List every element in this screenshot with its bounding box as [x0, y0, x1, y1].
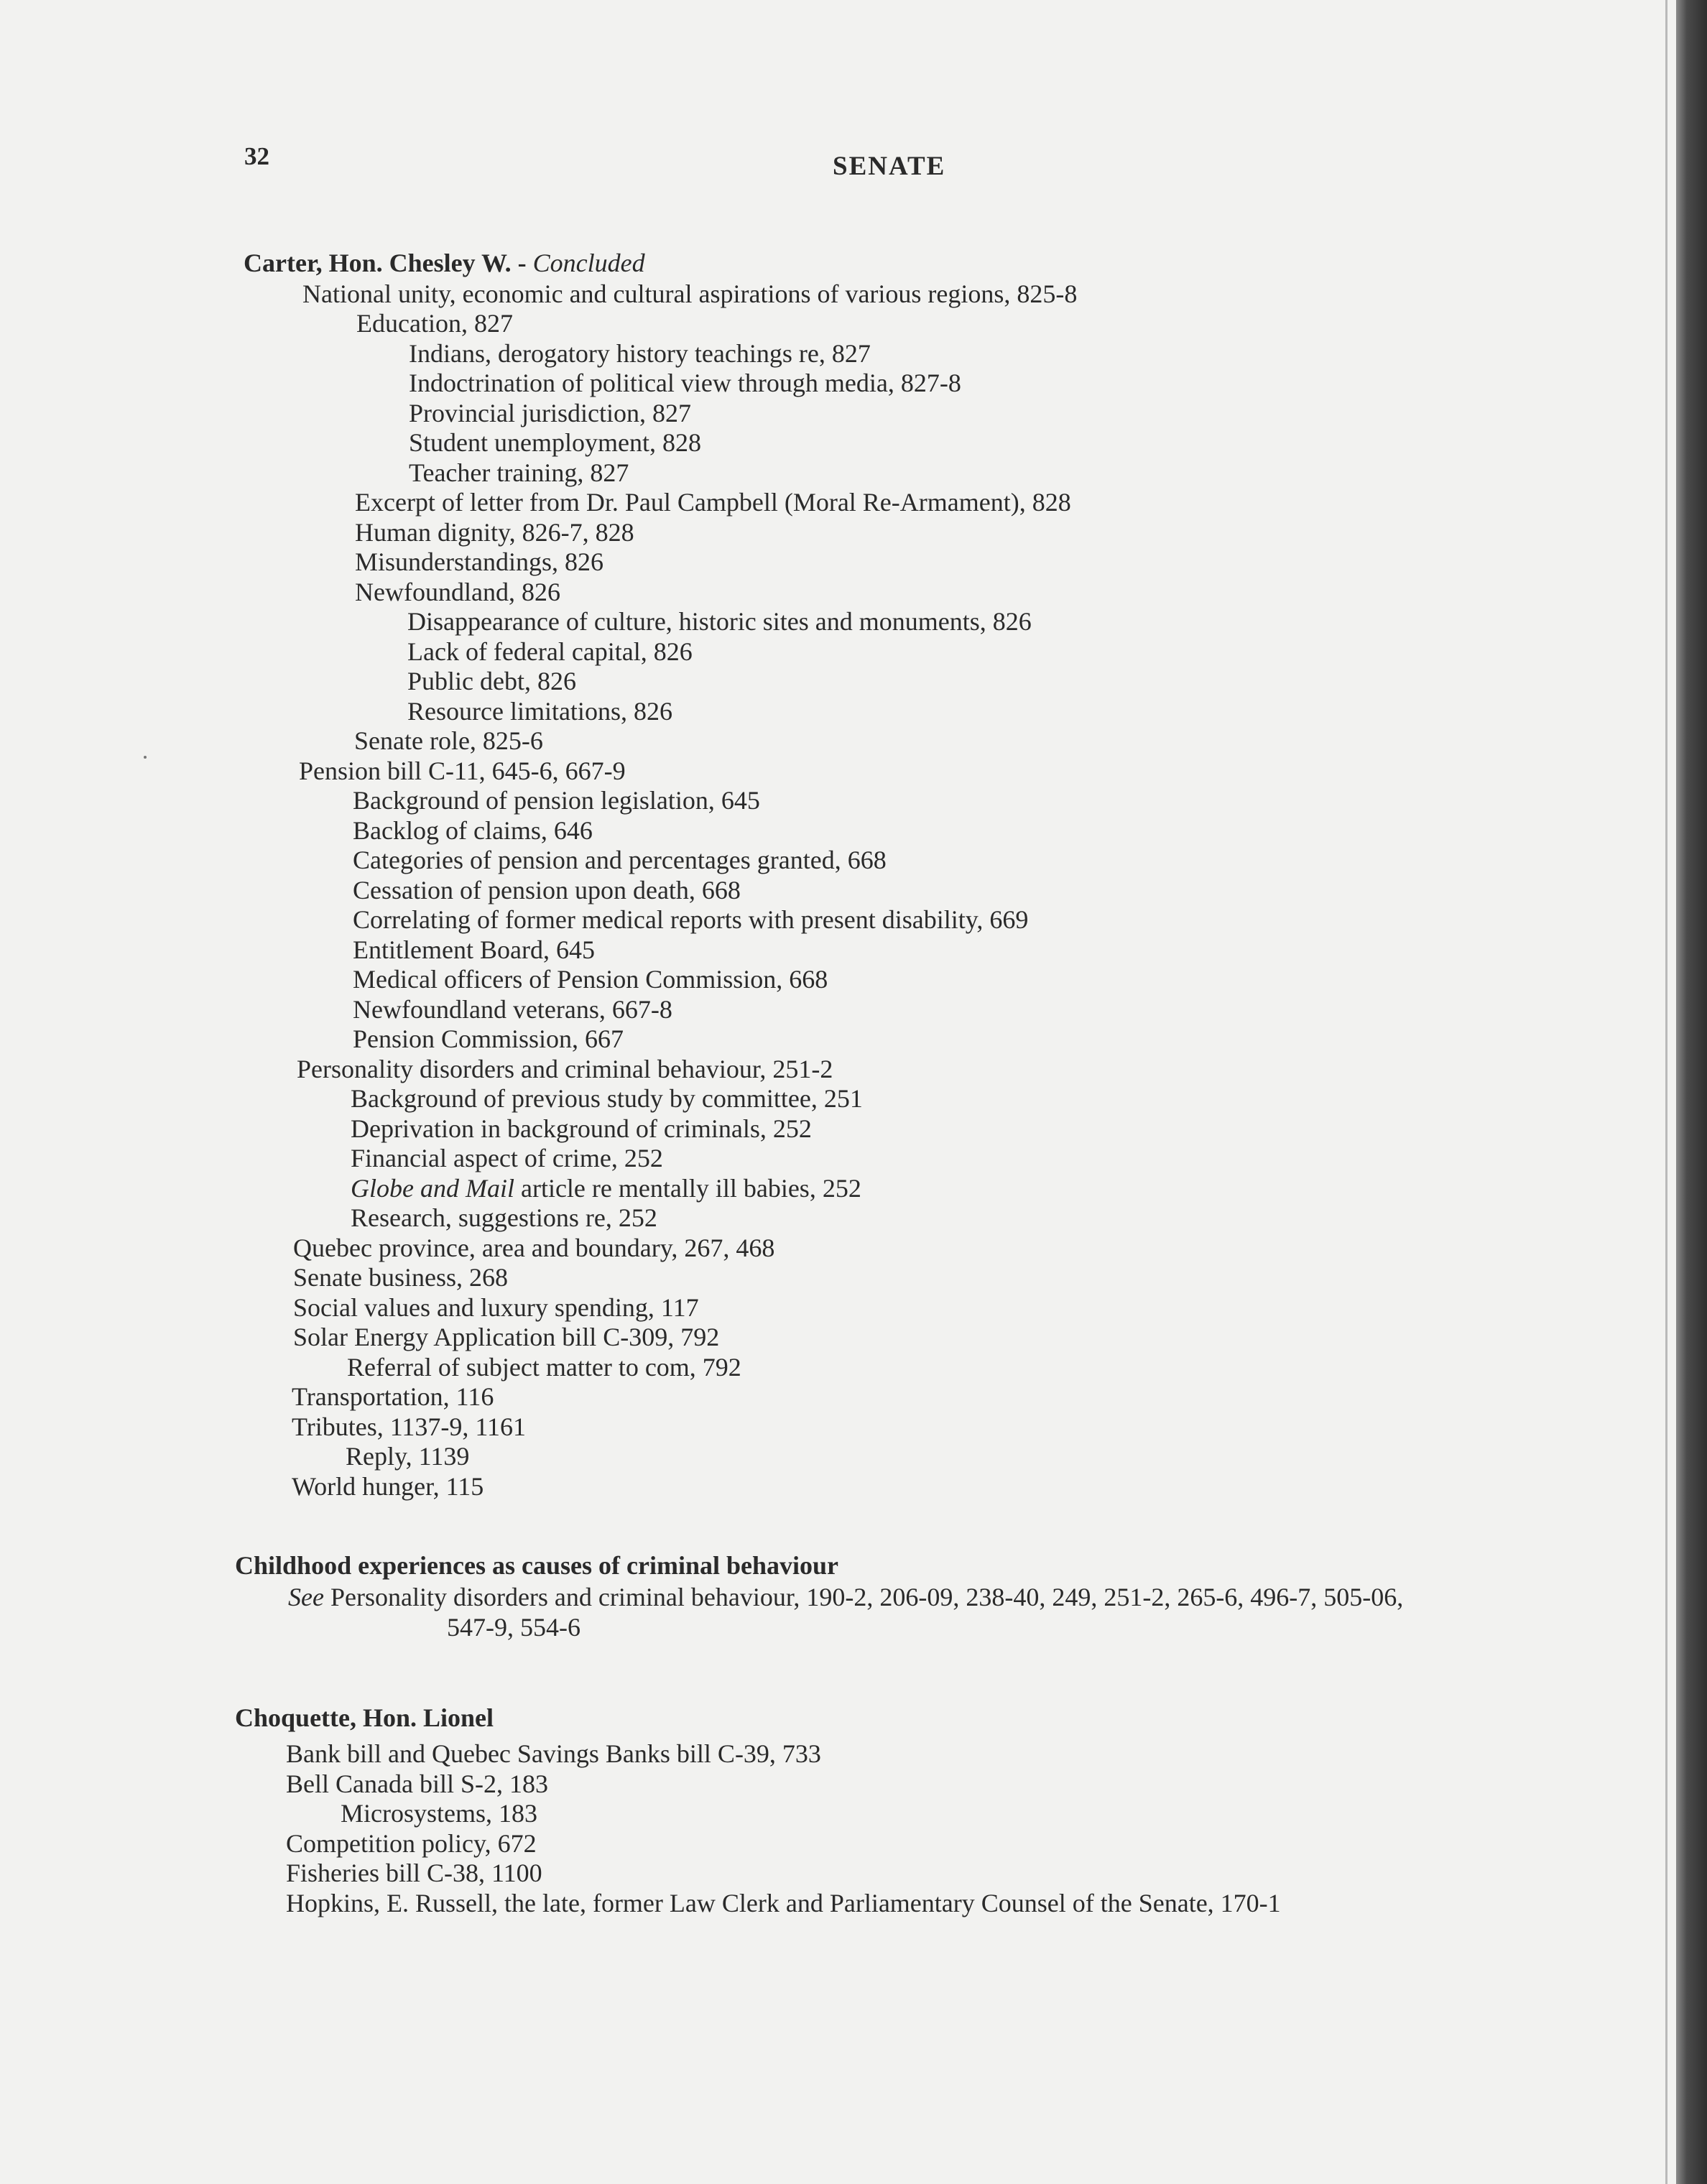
index-line: Social values and luxury spending, 117 — [293, 1293, 699, 1322]
index-line: Fisheries bill C-38, 1100 — [286, 1859, 542, 1887]
index-line: Deprivation in background of criminals, 252 — [351, 1114, 812, 1143]
index-line: Research, suggestions re, 252 — [351, 1203, 657, 1232]
index-line: Pension bill C-11, 645-6, 667-9 — [299, 756, 626, 785]
index-line: Newfoundland veterans, 667-8 — [353, 995, 672, 1024]
index-line: Pension Commission, 667 — [353, 1024, 624, 1053]
index-line: Bank bill and Quebec Savings Banks bill C-39, 733 — [286, 1739, 821, 1768]
index-line: Lack of federal capital, 826 — [407, 637, 693, 666]
page-number: 32 — [244, 142, 269, 170]
page-edge-line — [1665, 0, 1667, 2184]
index-line: Newfoundland, 826 — [355, 578, 560, 606]
index-line-globe-and-mail: Globe and Mail article re mentally ill babies, 252 — [351, 1174, 861, 1203]
index-line: Tributes, 1137-9, 1161 — [292, 1412, 527, 1441]
index-line: Referral of subject matter to com, 792 — [347, 1353, 741, 1382]
index-line: Misunderstandings, 826 — [355, 547, 603, 576]
index-line: Indians, derogatory history teachings re, 827 — [409, 339, 871, 368]
scan-speck — [144, 756, 147, 759]
index-line: Resource limitations, 826 — [407, 697, 672, 726]
running-head: SENATE — [833, 152, 946, 181]
index-line: Teacher training, 827 — [409, 458, 629, 487]
index-line: Indoctrination of political view through media, 827-8 — [409, 369, 961, 397]
publication-title: Globe and Mail — [351, 1174, 514, 1203]
index-line: Public debt, 826 — [407, 667, 576, 695]
index-line: Cessation of pension upon death, 668 — [353, 876, 741, 904]
entry-heading-choquette: Choquette, Hon. Lionel — [235, 1703, 494, 1732]
index-line: Competition policy, 672 — [286, 1829, 537, 1858]
index-line: Solar Energy Application bill C-309, 792 — [293, 1323, 720, 1351]
see-label: See — [288, 1583, 324, 1611]
index-line: Human dignity, 826-7, 828 — [355, 518, 634, 547]
index-line: Background of previous study by committee, 251 — [351, 1084, 863, 1113]
index-line: Financial aspect of crime, 252 — [351, 1144, 663, 1172]
index-line: Provincial jurisdiction, 827 — [409, 399, 691, 427]
entry-heading-carter: Carter, Hon. Chesley W. - Concluded — [244, 249, 645, 277]
index-line: Excerpt of letter from Dr. Paul Campbell (Moral Re-Armament), 828 — [355, 488, 1071, 517]
index-line: Transportation, 116 — [292, 1382, 494, 1411]
index-line: Backlog of claims, 646 — [353, 816, 593, 845]
index-line: Quebec province, area and boundary, 267, 468 — [293, 1234, 775, 1262]
index-line: Medical officers of Pension Commission, 668 — [353, 965, 828, 994]
index-line: Education, 827 — [356, 309, 513, 338]
index-line: Student unemployment, 828 — [409, 428, 701, 457]
see-reference-continuation: 547-9, 554-6 — [447, 1613, 580, 1642]
index-line: Senate role, 825-6 — [354, 726, 543, 755]
index-line: Senate business, 268 — [293, 1263, 508, 1292]
index-line: Reply, 1139 — [346, 1442, 470, 1471]
index-line: Categories of pension and percentages granted, 668 — [353, 846, 887, 874]
index-line: National unity, economic and cultural aspirations of various regions, 825-8 — [302, 279, 1078, 308]
index-line: World hunger, 115 — [292, 1472, 484, 1501]
entry-heading-childhood: Childhood experiences as causes of criminal behaviour — [235, 1551, 839, 1580]
scan-edge-shadow — [1676, 0, 1707, 2184]
index-line: Background of pension legislation, 645 — [353, 786, 760, 815]
heading-suffix: Concluded — [532, 249, 645, 277]
index-line: Correlating of former medical reports with present disability, 669 — [353, 905, 1029, 934]
see-reference-line: See Personality disorders and criminal behaviour, 190-2, 206-09, 238-40, 249, 251-2, 265-6, 496-7, 505-06, — [288, 1583, 1404, 1611]
index-line: Disappearance of culture, historic sites and monuments, 826 — [407, 607, 1032, 636]
index-line: Entitlement Board, 645 — [353, 935, 595, 964]
index-line: Hopkins, E. Russell, the late, former Law Clerk and Parliamentary Counsel of the Senate, 170-1 — [286, 1889, 1281, 1917]
index-line: Personality disorders and criminal behaviour, 251-2 — [297, 1055, 833, 1083]
index-line: Microsystems, 183 — [341, 1799, 537, 1828]
index-line: Bell Canada bill S-2, 183 — [286, 1769, 548, 1798]
